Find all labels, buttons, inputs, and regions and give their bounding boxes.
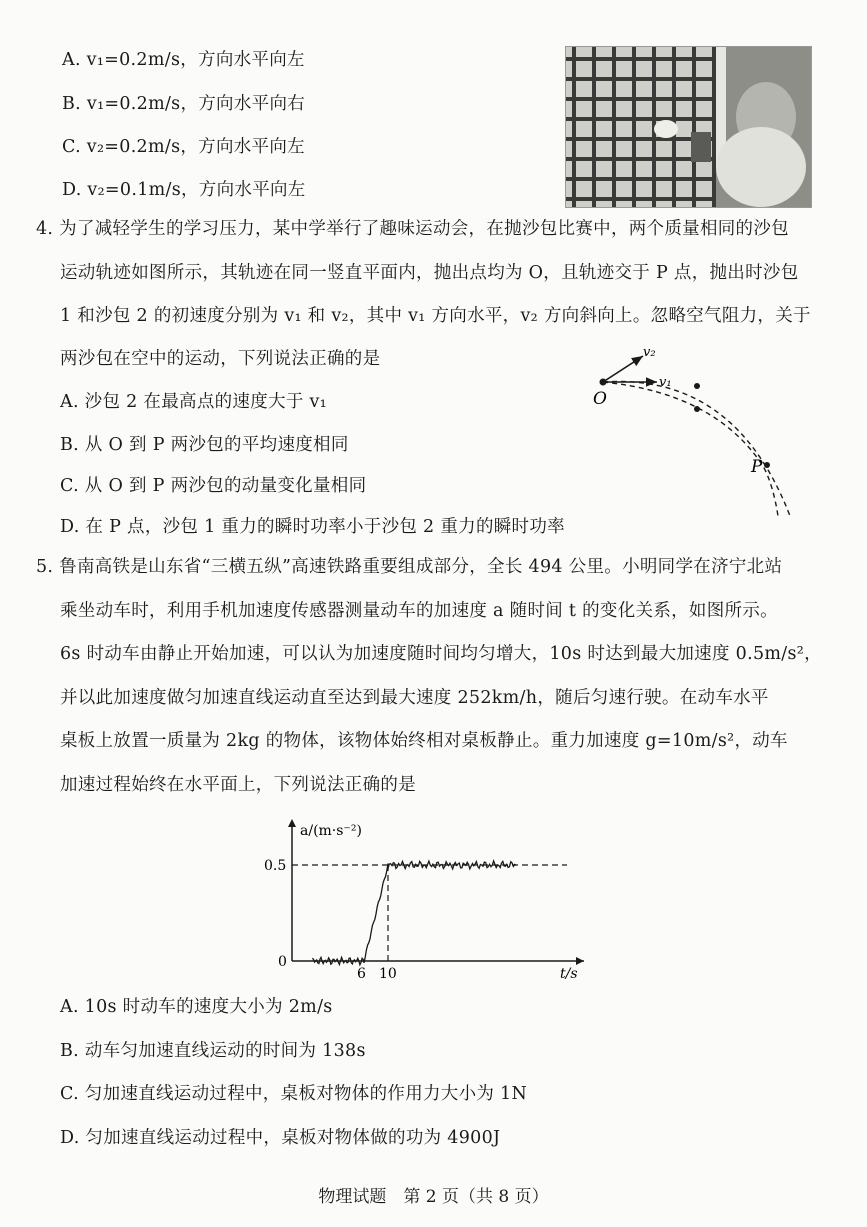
q5-stem-line-4: 并以此加速度做匀加速直线运动直至达到最大速度 252km/h，随后匀速行驶。在动车水平 [60,688,769,708]
q4-option-d: D. 在 P 点，沙包 1 重力的瞬时功率小于沙包 2 重力的瞬时功率 [60,517,565,537]
q4-stem-line-2: 运动轨迹如图所示，其轨迹在同一竖直平面内，抛出点均为 O，且轨迹交于 P 点，抛出时沙包 [60,263,799,283]
q4-stem-line-4: 两沙包在空中的运动，下列说法正确的是 [60,349,381,369]
page-footer: 物理试题 第 2 页（共 8 页） [318,1187,549,1207]
q4-option-a: A. 沙包 2 在最高点的速度大于 v₁ [60,392,327,412]
acceleration-graph [262,815,592,985]
t-axis-arrow [576,957,584,965]
tick-origin: 0 [278,954,287,970]
label-o: O [593,389,607,409]
q4-option-b: B. 从 O 到 P 两沙包的平均速度相同 [60,435,349,455]
label-p: P [751,457,763,477]
q5-stem-line-3: 6s 时动车由静止开始加速，可以认为加速度随时间均匀增大，10s 时达到最大加速度 0.5m/s²， [60,644,822,664]
q3-option-d: D. v₂=0.1m/s，方向水平向左 [62,180,306,200]
q4-option-c: C. 从 O 到 P 两沙包的动量变化量相同 [60,476,367,496]
trajectory-2 [603,381,790,516]
q5-stem-line-2: 乘坐动车时，利用手机加速度传感器测量动车的加速度 a 随时间 t 的变化关系，如图所示。 [60,601,778,621]
a-axis-arrow [288,819,296,827]
trajectory-1 [603,382,778,516]
q4-stem-line-1: 4. 为了减轻学生的学习压力，某中学举行了趣味运动会，在抛沙包比赛中，两个质量相同的沙包 [36,219,789,239]
trajectory-2-point [694,406,700,412]
label-v2: v₂ [643,345,656,360]
tick-0-5: 0.5 [264,858,287,874]
q5-stem-line-6: 加速过程始终在水平面上，下列说法正确的是 [60,775,416,795]
grid-photo [565,46,812,208]
q3-option-b: B. v₁=0.2m/s，方向水平向右 [62,94,306,114]
tick-6: 6 [357,966,366,982]
grid-photo-image [566,47,811,207]
v2-arrow [603,356,643,382]
acceleration-curve [312,861,516,965]
q3-option-c: C. v₂=0.2m/s，方向水平向左 [62,137,305,157]
q5-stem-line-1: 5. 鲁南高铁是山东省“三横五纵”高速铁路重要组成部分，全长 494 公里。小明同学在济宁北站 [36,557,783,577]
trajectory-figure [585,338,815,528]
trajectory-1-point [694,383,700,389]
label-v1: v₁ [659,375,672,390]
q5-stem-line-5: 桌板上放置一质量为 2kg 的物体，该物体始终相对桌板静止。重力加速度 g=10m/s²，动车 [60,731,788,751]
q5-option-b: B. 动车匀加速直线运动的时间为 138s [60,1041,366,1061]
tick-10: 10 [379,966,397,982]
q5-option-d: D. 匀加速直线运动过程中，桌板对物体做的功为 4900J [60,1128,501,1148]
y-axis-label: a/(m·s⁻²) [300,823,362,839]
intersection-point-p [764,462,770,468]
q3-option-a: A. v₁=0.2m/s，方向水平向左 [62,50,305,70]
q5-option-c: C. 匀加速直线运动过程中，桌板对物体的作用力大小为 1N [60,1084,528,1104]
x-axis-label: t/s [560,966,578,982]
q5-option-a: A. 10s 时动车的速度大小为 2m/s [60,997,333,1017]
q4-stem-line-3: 1 和沙包 2 的初速度分别为 v₁ 和 v₂，其中 v₁ 方向水平，v₂ 方向斜向上。忽略空气阻力，关于 [60,306,811,326]
